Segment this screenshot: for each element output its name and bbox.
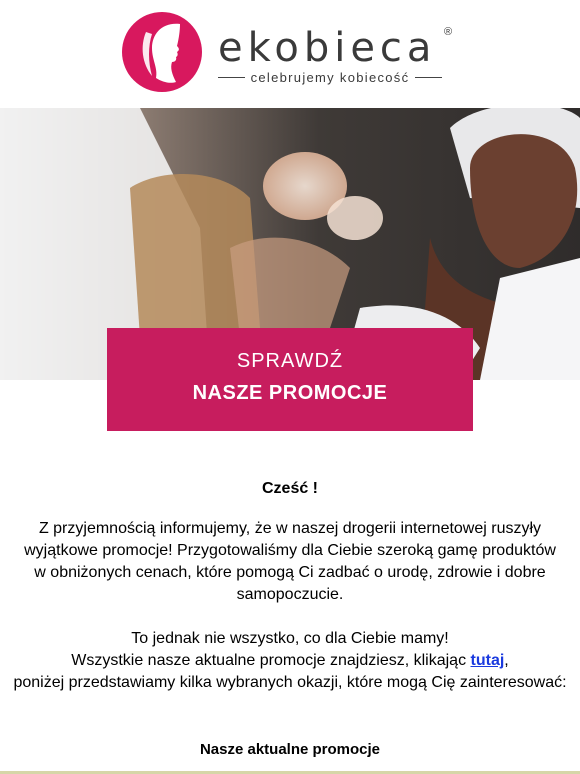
- intro-paragraph: Z przyjemnością informujemy, że w naszej drogerii internetowej ruszyły wyjątkowe promocje! Przygotowaliśmy dla Ciebie szeroką gamę produktów w obniżonych cenach, które pomogą Ci zadbać o urodę, zdrowie i dobre samopoczucie.: [24, 520, 556, 603]
- promo-paragraph-line3: poniżej przedstawiamy kilka wybranych okazji, które mogą Cię zainteresować:: [13, 674, 567, 691]
- email-header: [0, 0, 580, 108]
- tagline-rule-left: [218, 77, 245, 78]
- greeting: Cześć !: [261, 480, 319, 497]
- promo-paragraph-line2-text: Wszystkie nasze aktualne promocje znajdziesz, klikając: [71, 652, 471, 669]
- promo-paragraph-line1: To jednak nie wszystko, co dla Ciebie mamy!: [131, 630, 449, 647]
- promo-paragraph: [0, 628, 580, 694]
- promo-banner-line1: SPRAWDŹ: [236, 350, 344, 372]
- section-title: Nasze aktualne promocje: [199, 741, 381, 758]
- tagline-rule-right: [415, 77, 442, 78]
- tagline: [218, 70, 442, 85]
- promo-banner-line2: NASZE PROMOCJE: [192, 382, 388, 404]
- promo-banner[interactable]: [107, 328, 473, 431]
- brand-name: ekobieca: [218, 25, 437, 71]
- email-body: [0, 470, 580, 694]
- registered-mark: ®: [444, 26, 453, 38]
- promotions-link[interactable]: tutaj: [470, 652, 505, 669]
- promo-paragraph-line2: [0, 650, 580, 672]
- logo-woman-profile-icon[interactable]: [122, 12, 202, 92]
- tagline-text: celebrujemy kobiecość: [250, 70, 410, 85]
- promo-paragraph-line2-comma: ,: [504, 652, 509, 669]
